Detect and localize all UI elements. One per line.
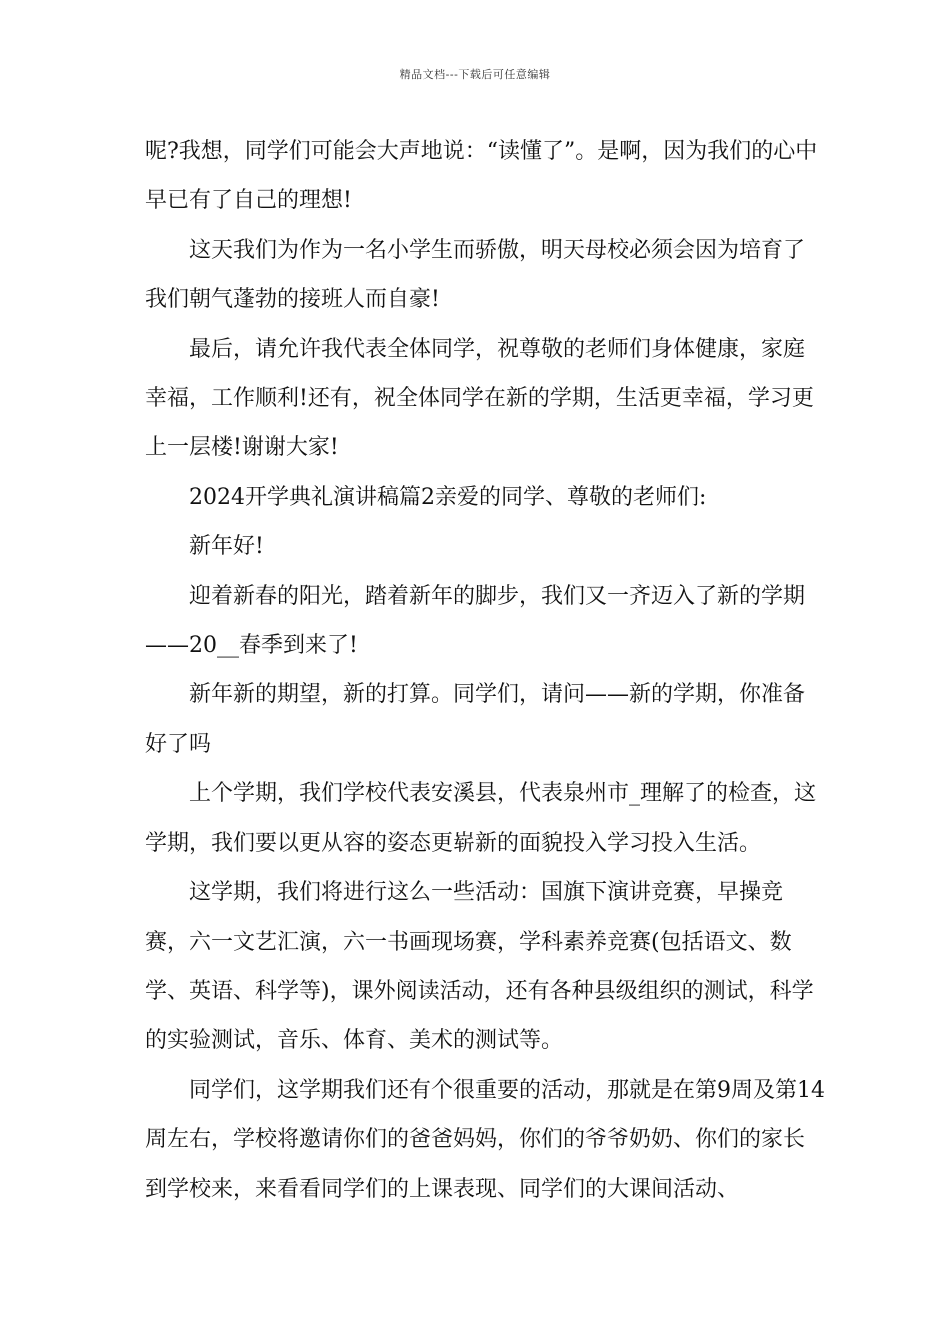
paragraph: 上个学期，我们学校代表安溪县，代表泉州市_理解了的检查，这学期，我们要以更从容的姿态更崭新的面貌投入学习投入生活。 [145, 781, 817, 856]
document-body [145, 127, 825, 1214]
paragraph: 这学期，我们将进行这么一些活动：国旗下演讲竞赛，早操竞赛，六一文艺汇演，六一书画现场赛，学科素养竞赛(包括语文、数学、英语、科学等)，课外阅读活动，还有各种县级组织的测试，科学的实验测试，音乐、体育、美术的测试等。 [145, 880, 814, 1054]
greeting-paragraph: 新年好! [189, 534, 264, 560]
paragraph: 呢?我想，同学们可能会大声地说：“读懂了”。是啊，因为我们的心中早已有了自己的理想! [145, 139, 818, 214]
page-header: 精品文档---下载后可任意编辑 [399, 68, 551, 81]
paragraph: 同学们，这学期我们还有个很重要的活动，那就是在第9周及第14周左右，学校将邀请你们的爸爸妈妈，你们的爷爷奶奶、你们的家长到学校来，来看看同学们的上课表现、同学们的大课间活动、 [145, 1077, 825, 1202]
paragraph: 这天我们为作为一名小学生而骄傲，明天母校必须会因为培育了我们朝气蓬勃的接班人而自豪! [145, 237, 806, 313]
paragraph: 最后，请允许我代表全体同学，祝尊敬的老师们身体健康，家庭幸福，工作顺利!还有，祝全体同学在新的学期，生活更幸福，学习更上一层楼!谢谢大家! [145, 336, 814, 461]
paragraph: 迎着新春的阳光，踏着新年的脚步，我们又一齐迈入了新的学期——20__春季到来了! [145, 583, 806, 659]
paragraph: 新年新的期望，新的打算。同学们，请问——新的学期，你准备好了吗 [145, 682, 806, 757]
section-heading-paragraph: 2024开学典礼演讲稿篇2亲爱的同学、尊敬的老师们: [189, 484, 707, 510]
